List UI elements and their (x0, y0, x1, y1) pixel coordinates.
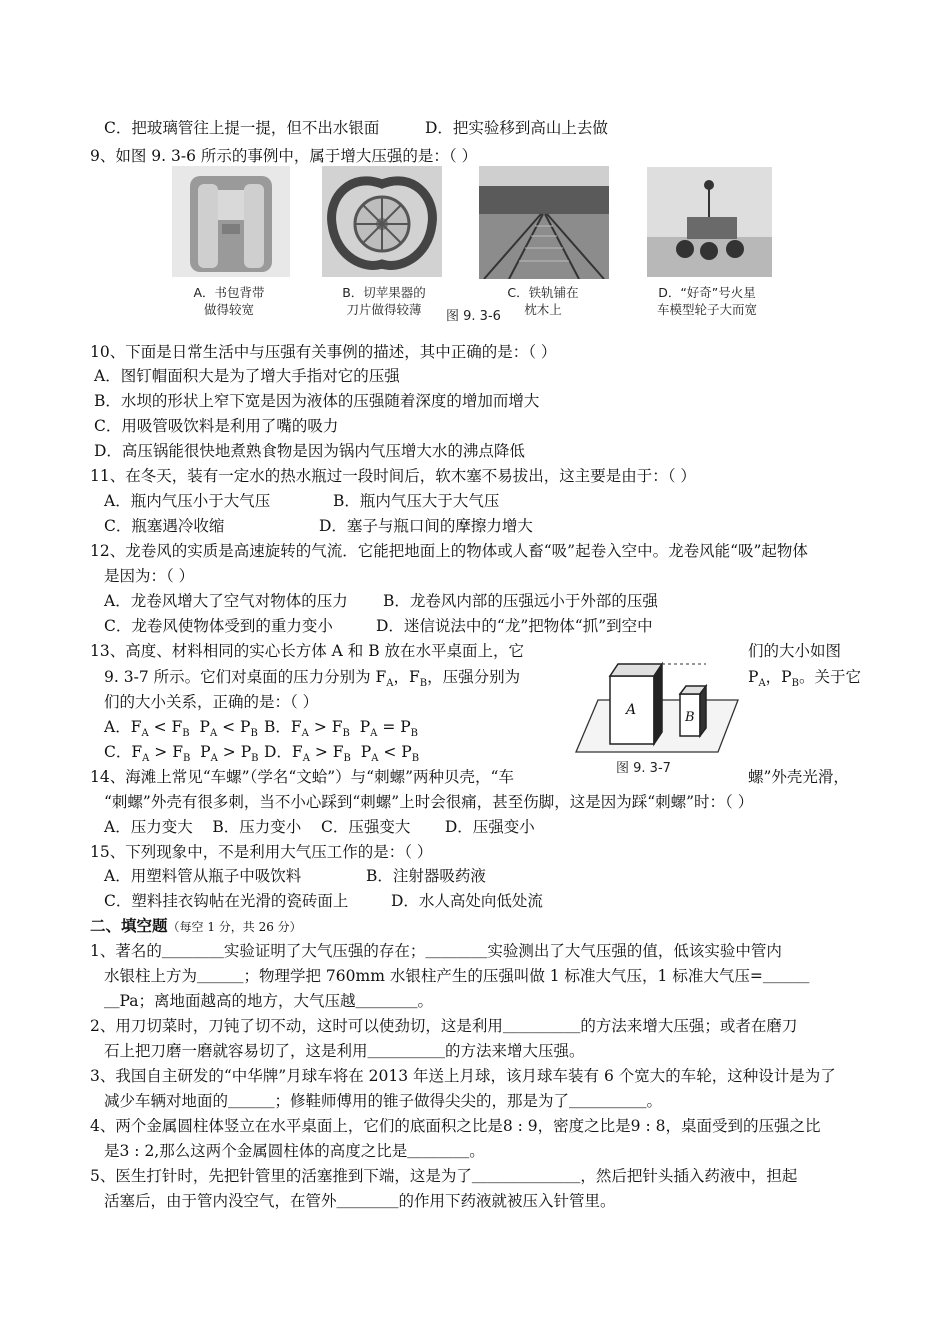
q10-option-a: A．图钉帽面积大是为了增大手指对它的压强 (94, 367, 400, 385)
fill-4-line1: 4、两个金属圆柱体竖立在水平桌面上，它们的底面积之比是8 : 9，密度之比是9 : 8，桌面受到的压强之比 (90, 1117, 821, 1135)
q11-option-d: D．塞子与瓶口间的摩擦力增大 (319, 517, 533, 535)
q13-option-a: A．$F_A < F_B$ $P_A < P_B$ (104, 718, 258, 740)
caption-c: C．铁轨铺在 枕木上 (507, 285, 579, 317)
q8-option-d: D．把实验移到高山上去做 (425, 119, 608, 137)
q13-line1-right: 们的大小如图 (748, 642, 842, 660)
fill-4-line2: 是3 : 2,那么这两个金属圆柱体的高度之比是＿＿＿＿。 (104, 1142, 485, 1160)
fill-3-line1: 3、我国自主研发的“中华牌”月球车将在 2013 年送上月球，该月球车装有 6 个宽大的车轮，这种设计是为了 (90, 1067, 836, 1085)
mars-rover-image (647, 167, 772, 277)
caption-a: A．书包背带 做得较宽 (193, 285, 265, 317)
fill-5-line2: 活塞后，由于管内没空气，在管外＿＿＿＿的作用下药液就被压入针管里。 (104, 1192, 616, 1210)
figure-9-3-7-label: 图 9. 3-7 (616, 761, 671, 776)
q11-option-c: C．瓶塞遇冷收缩 (104, 517, 225, 535)
q12-option-b: B．龙卷风内部的压强远小于外部的压强 (383, 592, 658, 610)
railway-image (479, 166, 609, 279)
q12-stem-line2: 是因为：（ ） (104, 567, 195, 585)
fill-2-line1: 2、用刀切菜时，刀钝了切不动，这时可以使劲切，这是利用＿＿＿＿＿的方法来增大压强；或者在磨刀 (90, 1017, 798, 1035)
q13-line2-left: 9. 3-7 所示。它们对桌面的压力分别为 $F_A$，$F_B$，压强分别为 (104, 668, 521, 690)
q11-stem: 11、在冬天，装有一定水的热水瓶过一段时间后，软木塞不易拔出，这主要是由于：（ ） (90, 467, 696, 485)
q10-stem: 10、下面是日常生活中与压强有关事例的描述，其中正确的是：（ ） (90, 343, 557, 361)
q14-line1-right: 螺”外壳光滑， (748, 768, 849, 786)
q15-option-c: C．塑料挂衣钩帖在光滑的瓷砖面上 (104, 892, 349, 910)
q15-option-d: D．水人高处向低处流 (391, 892, 543, 910)
q8-option-c: C．把玻璃管往上提一提，但不出水银面 (104, 119, 380, 137)
q13-line1-left: 13、高度、材料相同的实心长方体 A 和 B 放在水平桌面上，它 (90, 642, 525, 660)
q11-option-b: B．瓶内气压大于大气压 (333, 492, 500, 510)
block-a-label: A (626, 702, 637, 718)
q15-option-a: A．用塑料管从瓶子中吸饮料 (104, 867, 302, 885)
section-2-heading: 二、填空题（每空 1 分，共 26 分） (90, 916, 302, 935)
q13-line3: 们的大小关系，正确的是：（ ） (104, 693, 319, 711)
q11-option-a: A．瓶内气压小于大气压 (104, 492, 271, 510)
apple-slicer-image (322, 166, 442, 277)
fill-3-line2: 减少车辆对地面的＿＿＿；修鞋师傅用的锥子做得尖尖的，那是为了＿＿＿＿＿。 (104, 1092, 663, 1110)
q10-option-b: B．水坝的形状上窄下宽是因为液体的压强随着深度的增加而增大 (94, 392, 540, 410)
q12-option-d: D．迷信说法中的“龙”把物体“抓”到空中 (376, 617, 653, 635)
q12-option-a: A．龙卷风增大了空气对物体的压力 (104, 592, 348, 610)
fill-2-line2: 石上把刀磨一磨就容易切了，这是利用＿＿＿＿＿的方法来增大压强。 (104, 1042, 585, 1060)
q15-option-b: B．注射器吸药液 (366, 867, 486, 885)
q12-option-c: C．龙卷风使物体受到的重力变小 (104, 617, 333, 635)
figure-9-3-6-label: 图 9. 3-6 (446, 309, 501, 324)
fill-1-line3: ＿Pa；离地面越高的地方，大气压越＿＿＿＿。 (104, 992, 433, 1010)
q13-option-c: C．$F_A > F_B$ $P_A > P_B$ (104, 743, 259, 765)
q14-line1-left: 14、海滩上常见“车螺”（学名“文蛤”）与“刺螺”两种贝壳，“车 (90, 768, 514, 786)
fill-1-line1: 1、著名的＿＿＿＿实验证明了大气压强的存在；＿＿＿＿实验测出了大气压强的值，低该实验中管内 (90, 942, 782, 960)
q9-stem: 9、如图 9. 3-6 所示的事例中，属于增大压强的是：（ ） (90, 147, 478, 165)
q13-option-b: B．$F_A > F_B$ $P_A = P_B$ (264, 718, 419, 740)
fill-1-line2: 水银柱上方为＿＿＿；物理学把 760mm 水银柱产生的压强叫做 1 标准大气压，1 标准大气压=＿＿＿ (104, 967, 810, 985)
fill-5-line1: 5、医生打针时，先把针管里的活塞推到下端，这是为了＿＿＿＿＿＿＿，然后把针头插入药液中，担起 (90, 1167, 798, 1185)
caption-b: B．切苹果器的 刀片做得较薄 (342, 285, 426, 317)
caption-d: D．“好奇”号火星 车模型轮子大而宽 (656, 285, 757, 317)
q10-option-d: D．高压锅能很快地煮熟食物是因为锅内气压增大水的沸点降低 (94, 442, 525, 460)
q10-option-c: C．用吸管吸饮料是利用了嘴的吸力 (94, 417, 339, 435)
block-b-label: B (685, 710, 695, 725)
q15-stem: 15、下列现象中，不是利用大气压工作的是：（ ） (90, 843, 433, 861)
backpack-image (172, 166, 290, 277)
q14-options: A．压力变大 B．压力变小 C．压强变大 D．压强变小 (104, 818, 535, 836)
q13-option-d: D．$F_A > F_B$ $P_A < P_B$ (264, 743, 420, 765)
q13-line2-right: $P_A$，$P_B$。关于它 (748, 668, 861, 690)
q14-line2: “刺螺”外壳有很多刺，当不小心踩到“刺螺”上时会很痛，甚至伤脚，这是因为踩“刺螺”时：（ ） (104, 793, 754, 811)
q12-stem-line1: 12、龙卷风的实质是高速旋转的气流．它能把地面上的物体或人畜“吸”起卷入空中。龙卷风能“吸”起物体 (90, 542, 808, 560)
